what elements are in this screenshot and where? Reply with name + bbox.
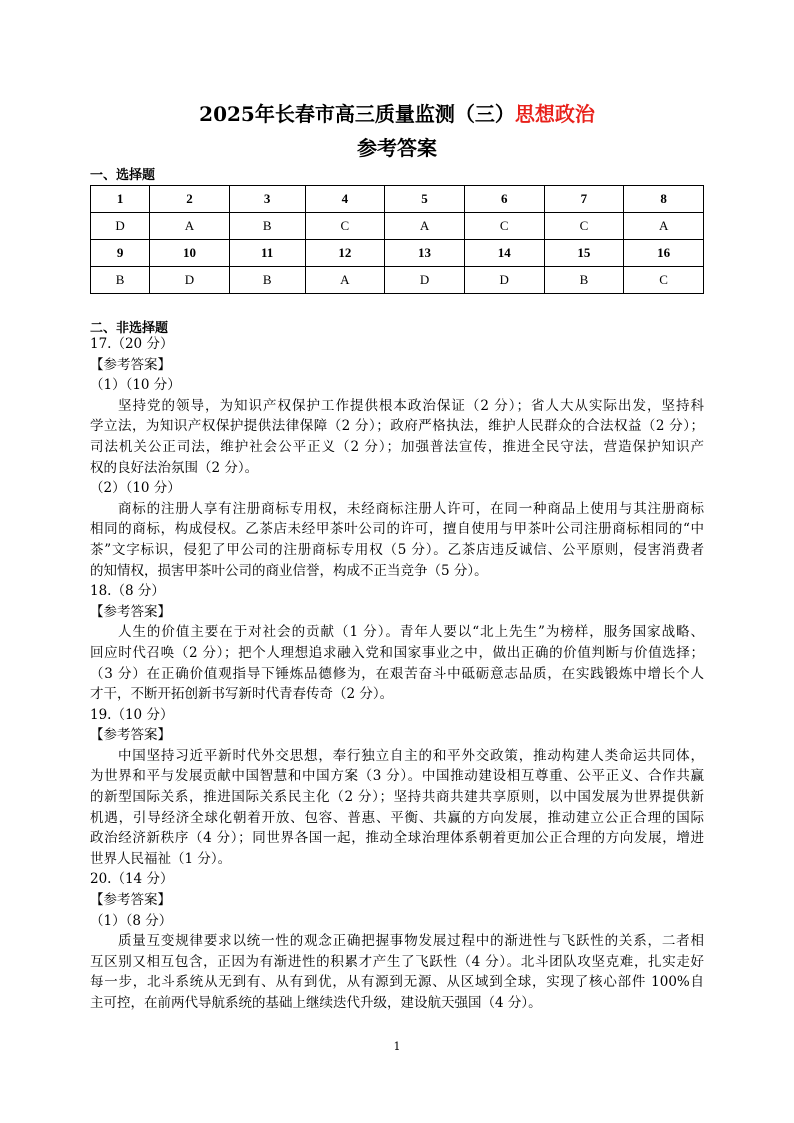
table-cell: 16 [624,240,704,267]
title-subject: 思想政治 [514,102,595,126]
answer-row [91,213,704,240]
answer-paragraph [90,931,704,1013]
table-cell: 9 [91,240,150,267]
text-line: 18.（8 分） [90,583,165,600]
text-line: 回应时代召唤（2 分）；把个人理想追求融入党和国家事业之中，做出正确的价值判断与价值选择； [90,644,704,661]
table-cell: 3 [229,186,305,213]
table-cell: B [229,213,305,240]
text-line: 中国坚持习近平新时代外交思想，奉行独立自主的和平外交政策，推动构建人类命运共同体， [118,747,704,764]
table-cell: A [624,213,704,240]
text-line: （3 分）在正确价值观指导下锤炼品德修为，在艰苦奋斗中砥砺意志品质，在实践锻炼中增长个人 [90,665,704,682]
text-line: 世界人民福祉（1 分）。 [90,850,232,867]
text-line: 质量互变规律要求以统一性的观念正确把握事物发展过程中的渐进性与飞跃性的关系，二者相 [118,933,704,950]
title-main: 2025年长春市高三质量监测（三） [199,102,515,126]
table-cell: 7 [544,186,624,213]
table-cell: 13 [385,240,465,267]
question-number-row [91,240,704,267]
table-cell: 10 [150,240,230,267]
section-heading-nonchoice: 二、非选择题 [90,321,169,336]
table-cell: 5 [385,186,465,213]
text-line: 的知情权，损害甲茶叶公司的商业信誉，构成不正当竞争（5 分）。 [90,562,488,579]
answer-paragraph [90,622,704,704]
table-cell: D [464,267,544,294]
answer-label [90,602,704,623]
text-line: 坚持党的领导，为知识产权保护工作提供根本政治保证（2 分）；省人大从实际出发，坚持科 [118,397,704,414]
page-number: 1 [393,1040,401,1053]
text-line: （2）（10 分） [90,480,181,497]
table-cell: D [150,267,230,294]
table-cell: 8 [624,186,704,213]
table-cell: 4 [305,186,385,213]
text-line: 机遇，引导经济全球化朝着开放、包容、普惠、平衡、共赢的方向发展，推动建立公正合理的国际 [90,809,704,826]
text-line: 17.（20 分） [90,336,174,352]
answer-body [90,334,704,1014]
answer-paragraph [90,746,704,870]
document-title [0,98,794,127]
table-cell: 6 [464,186,544,213]
text-line: 19.（10 分） [90,706,174,723]
table-cell: C [624,267,704,294]
table-cell: 14 [464,240,544,267]
document-subtitle: 参考答案 [357,136,437,160]
text-line: 每一步，北斗系统从无到有、从有到优，从有源到无源、从区域到全球，实现了核心部件 100%自 [90,974,704,991]
text-line: 才干，不断开拓创新书写新时代青春传奇（2 分）。 [90,686,394,703]
answer-label [90,911,704,932]
answer-label [90,581,704,602]
table-cell: C [305,213,385,240]
text-line: 茶”文字标识，侵犯了甲公司的注册商标专用权（5 分）。乙茶店违反诚信、公平原则，侵害消费者 [90,541,704,558]
table-cell: 11 [229,240,305,267]
answer-label [90,334,704,355]
text-line: 相同的商标，构成侵权。乙茶店未经甲茶叶公司的许可，擅自使用与甲茶叶公司注册商标相同的“中 [90,521,704,538]
text-line: 【参考答案】 [90,727,171,744]
table-cell: C [464,213,544,240]
answer-label [90,869,704,890]
answer-label [90,890,704,911]
text-line: 【参考答案】 [90,892,171,909]
table-cell: 15 [544,240,624,267]
table-cell: 1 [91,186,150,213]
answer-label [90,375,704,396]
text-line: 为世界和平与发展贡献中国智慧和中国方案（3 分）。中国推动建设相互尊重、公平正义、合作共赢 [90,768,704,785]
text-line: 权的良好法治氛围（2 分）。 [90,459,259,476]
answer-label [90,355,704,376]
table-cell: D [385,267,465,294]
table-cell: B [544,267,624,294]
table-cell: B [91,267,150,294]
text-line: 商标的注册人享有注册商标专用权，未经商标注册人许可，在同一种商品上使用与其注册商标 [118,500,704,517]
text-line: （1）（8 分） [90,912,173,929]
text-line: 主可控，在前两代导航系统的基础上继续迭代升级，建设航天强国（4 分）。 [90,995,542,1011]
table-cell: A [150,213,230,240]
text-line: 人生的价值主要在于对社会的贡献（1 分）。青年人要以“北上先生”为榜样，服务国家战略、 [118,624,704,641]
table-cell: D [91,213,150,240]
answer-row [91,267,704,294]
answer-paragraph [90,499,704,581]
text-line: 的新型国际关系，推进国际关系民主化（2 分）；坚持共商共建共享原则，以中国发展为世界提供新 [90,789,704,806]
text-line: （1）（10 分） [90,377,181,394]
section-heading-choice: 一、选择题 [90,168,156,183]
text-line: 互区别又相互包含，正因为有渐进性的积累才产生了飞跃性（4 分）。北斗团队攻坚克难，扎实走好 [90,953,704,970]
text-line: 学立法，为知识产权保护提供法律保障（2 分）；政府严格执法，维护人民群众的合法权益（2 分）； [90,418,704,435]
table-cell: B [229,267,305,294]
text-line: 政治经济新秩序（4 分）；同世界各国一起，推动全球治理体系朝着更加公正合理的方向发展，增进 [90,830,704,847]
text-line: 司法机关公正司法，维护社会公平正义（2 分）；加强普法宣传，推进全民守法，营造保护知识产 [90,438,704,455]
question-number-row [91,186,704,213]
table-cell: 2 [150,186,230,213]
table-cell: A [385,213,465,240]
answer-label [90,478,704,499]
text-line: 【参考答案】 [90,603,171,620]
answer-label [90,705,704,726]
table-cell: A [305,267,385,294]
answer-table [90,185,704,294]
answer-paragraph [90,396,704,478]
text-line: 【参考答案】 [90,356,171,373]
answer-label [90,725,704,746]
table-cell: C [544,213,624,240]
text-line: 20.（14 分） [90,871,174,888]
table-cell: 12 [305,240,385,267]
